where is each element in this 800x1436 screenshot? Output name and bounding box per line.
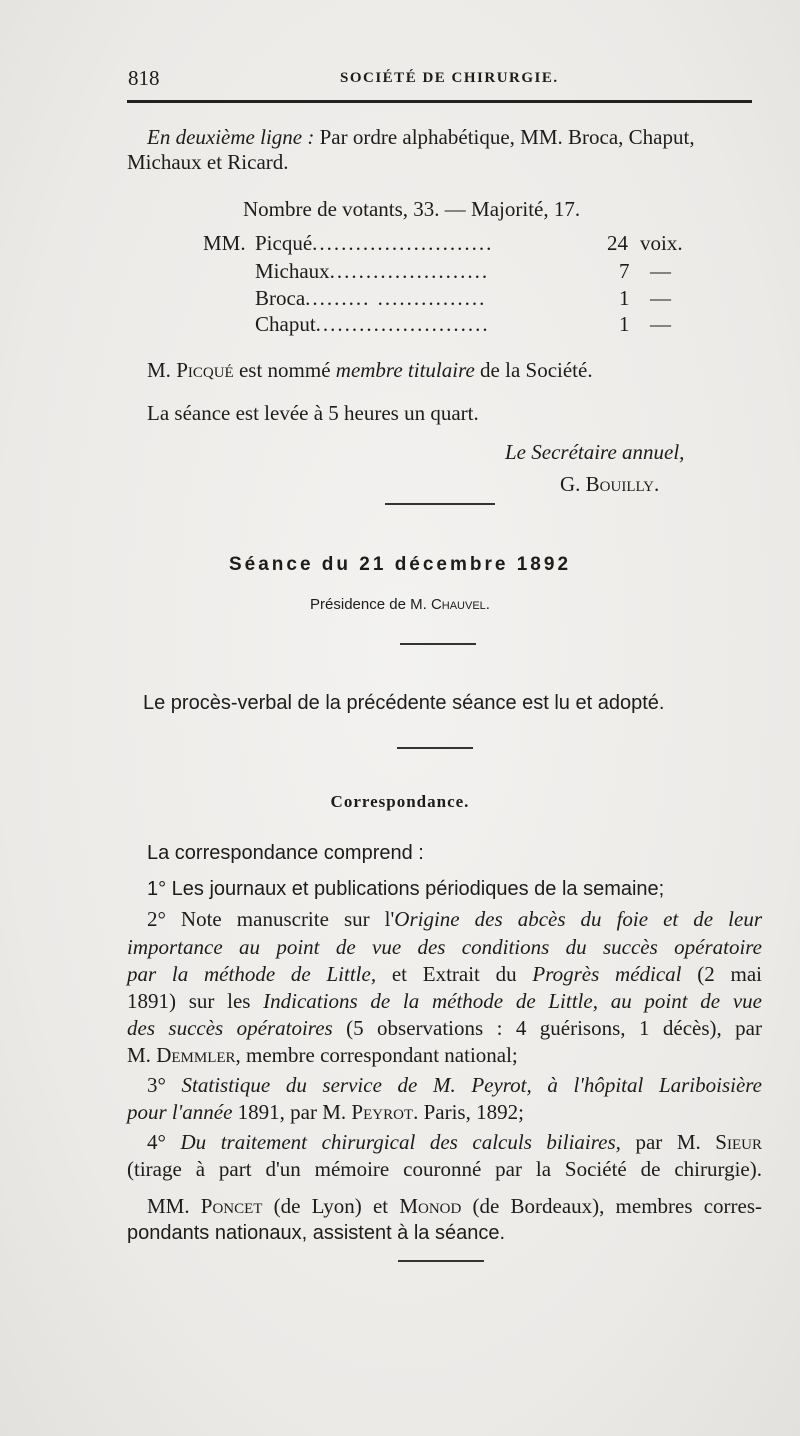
result-votes: 24	[607, 231, 628, 255]
result-votes: 1	[619, 312, 630, 336]
closing-line: pondants nationaux, assistent à la séance.	[127, 1222, 506, 1244]
page-number: 818	[128, 66, 160, 90]
section-divider	[400, 643, 476, 645]
correspondance-item-1: 1° Les journaux et publications périodiques de la semaine;	[147, 878, 665, 900]
votants-line: Nombre de votants, 33. — Majorité, 17.	[243, 197, 581, 221]
result-votes: 1	[619, 286, 630, 310]
nomination-line: M. Picqué est nommé membre titulaire de la Société.	[147, 358, 593, 382]
proces-verbal: Le procès-verbal de la précédente séance est lu et adopté.	[143, 692, 665, 714]
section-divider	[385, 503, 495, 505]
correspondance-item-2-line: importance au point de vue des conditions du succès opératoire	[127, 935, 762, 959]
result-unit: —	[650, 259, 671, 283]
result-votes: 7	[619, 259, 630, 283]
seance-title: Séance du 21 décembre 1892	[228, 554, 572, 575]
result-row: Michaux......................	[255, 259, 490, 283]
correspondance-item-4-line: 4° Du traitement chirurgical des calculs biliaires, par M. Sieur	[147, 1130, 762, 1154]
signature: G. Bouilly.	[560, 472, 660, 496]
correspondance-item-4-line: (tirage à part d'un mémoire couronné par la Société de chirurgie).	[127, 1157, 762, 1181]
correspondance-title: Correspondance.	[330, 792, 470, 811]
running-title: SOCIÉTÉ DE CHIRURGIE.	[340, 70, 559, 86]
result-unit: voix.	[640, 231, 683, 255]
result-unit: —	[650, 286, 671, 310]
correspondance-item-3-line: pour l'année 1891, par M. Peyrot. Paris, 1892;	[127, 1100, 524, 1124]
result-row: Picqué.........................	[255, 231, 494, 255]
election-line-1: En deuxième ligne : Par ordre alphabétique, MM. Broca, Chaput,	[147, 125, 695, 149]
correspondance-item-2-line: 2° Note manuscrite sur l'Origine des abcès du foie et de leur	[147, 907, 762, 931]
correspondance-intro: La correspondance comprend :	[147, 842, 424, 864]
correspondance-item-3-line: 3° Statistique du service de M. Peyrot, à l'hôpital Lariboisière	[147, 1073, 763, 1097]
result-unit: —	[650, 312, 671, 336]
closing-line: MM. Poncet (de Lyon) et Monod (de Bordeaux), membres corres-	[147, 1194, 762, 1218]
correspondance-item-2-line: M. Demmler, membre correspondant national;	[127, 1043, 518, 1067]
correspondance-item-2-line: par la méthode de Little, et Extrait du Progrès médical (2 mai	[127, 962, 763, 986]
correspondance-item-2-line: 1891) sur les Indications de la méthode de Little, au point de vue	[127, 989, 762, 1013]
election-line-2: Michaux et Ricard.	[127, 150, 289, 174]
presidence-line: Présidence de M. Chauvel.	[310, 596, 490, 613]
header-rule	[127, 100, 752, 103]
secretaire-label: Le Secrétaire annuel,	[505, 440, 685, 464]
correspondance-item-2-line: des succès opératoires (5 observations : 4 guérisons, 1 décès), par	[127, 1016, 762, 1040]
section-divider	[398, 1260, 484, 1262]
seance-levee: La séance est levée à 5 heures un quart.	[147, 401, 479, 425]
section-divider	[397, 747, 473, 749]
mm-label: MM.	[203, 231, 246, 255]
result-row: Chaput........................	[255, 312, 490, 336]
result-row: Broca......... ...............	[255, 286, 487, 310]
